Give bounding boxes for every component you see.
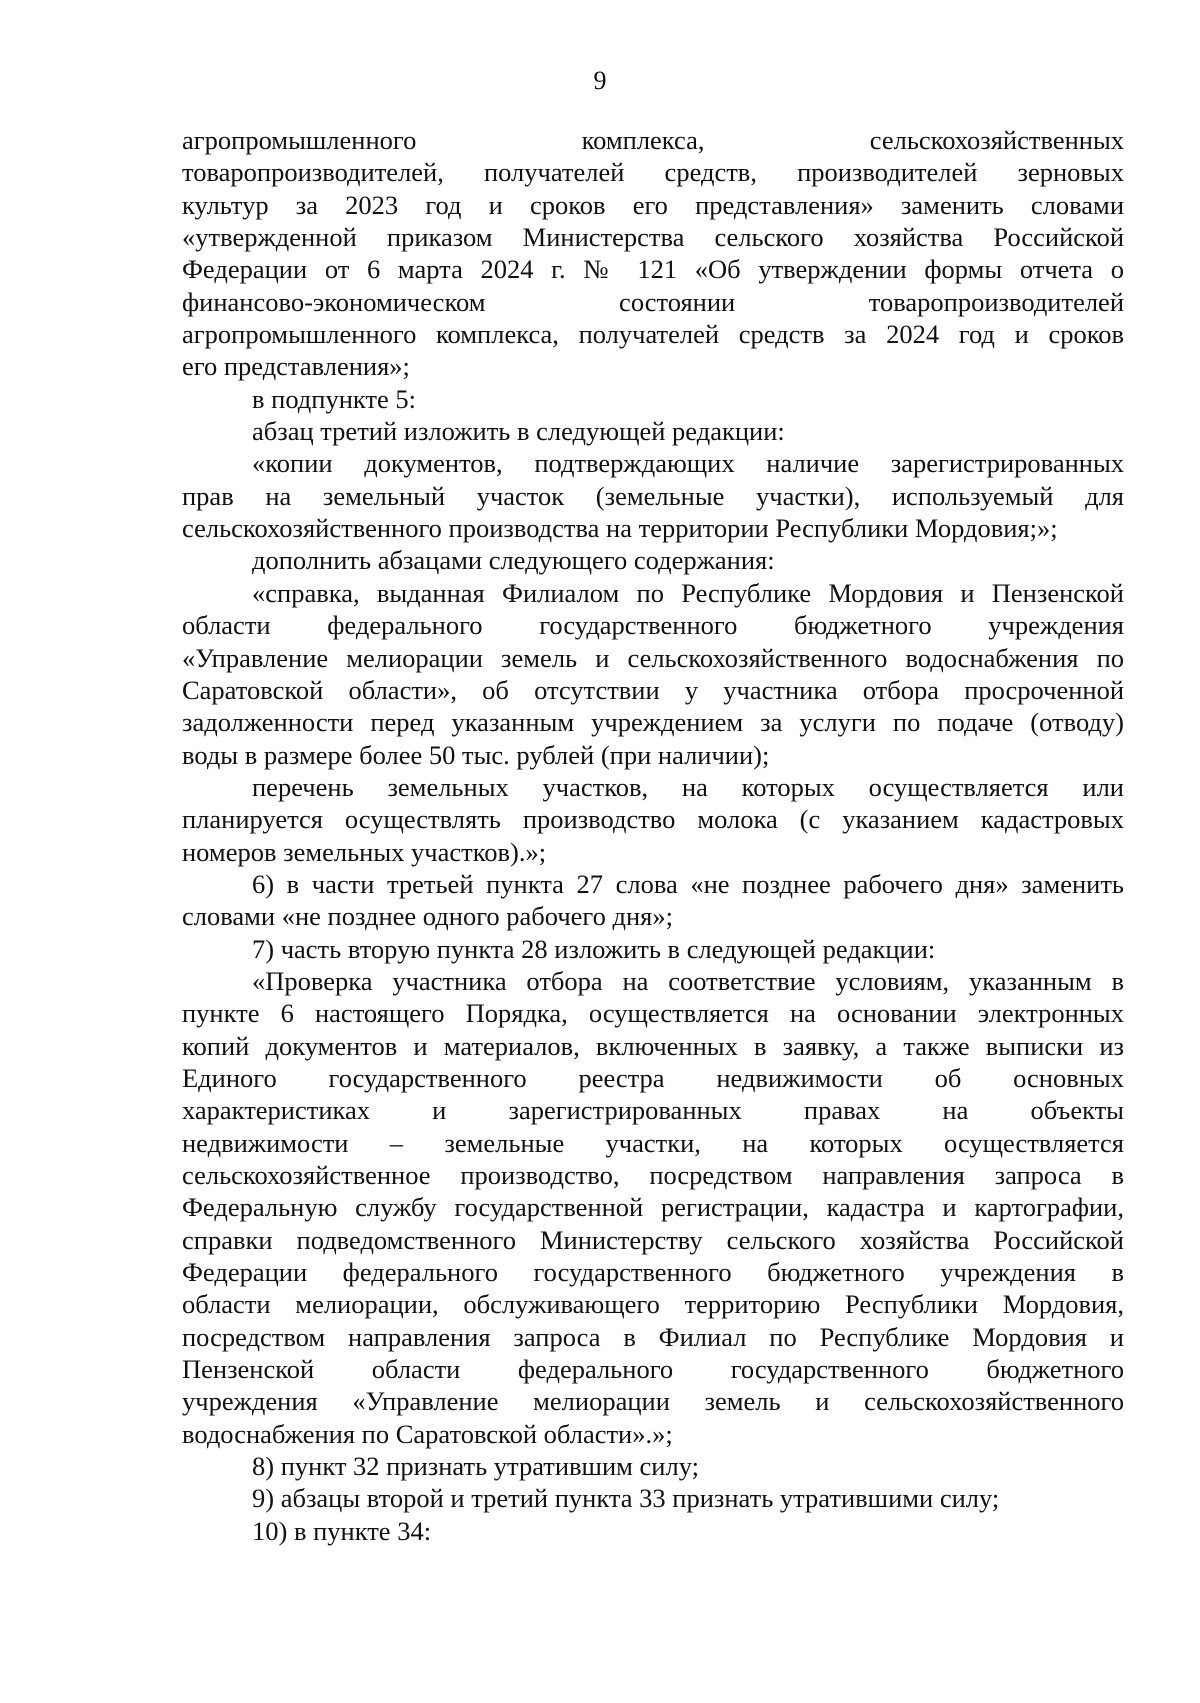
text-line: копий документов и материалов, включенных в заявку, а также выписки из: [182, 1030, 1124, 1061]
text-line: области федерального государственного бюджетного учреждения: [182, 610, 1124, 641]
text-line: финансово-экономическом состоянии товаропроизводителей: [182, 286, 1124, 317]
text-line: перечень земельных участков, на которых осуществляется или: [252, 771, 1124, 802]
text-line: 9) абзацы второй и третий пункта 33 признать утратившими силу;: [252, 1483, 1000, 1514]
text-line: товаропроизводителей, получателей средств, производителей зерновых: [182, 157, 1124, 188]
page-number: 9: [593, 66, 607, 95]
text-line: словами «не позднее одного рабочего дня»;: [182, 901, 673, 932]
text-line: характеристиках и зарегистрированных правах на объекты: [182, 1095, 1124, 1126]
text-line: агропромышленного комплекса, получателей средств за 2024 год и сроков: [182, 319, 1124, 350]
text-line: сельскохозяйственное производство, посредством направления запроса в: [182, 1160, 1124, 1190]
text-line: номеров земельных участков).»;: [182, 836, 547, 867]
text-line: прав на земельный участок (земельные участки), используемый для: [182, 480, 1124, 511]
text-line: 6) в части третьей пункта 27 слова «не позднее рабочего дня» заменить: [252, 868, 1124, 899]
text-line: Пензенской области федерального государственного бюджетного: [182, 1354, 1124, 1385]
text-line: посредством направления запроса в Филиал по Республике Мордовия и: [182, 1321, 1124, 1352]
text-line: агропромышленного комплекса, сельскохозяйственных: [182, 125, 1124, 155]
text-line: Федерации от 6 марта 2024 г. № 121 «Об утверждении формы отчета о: [182, 254, 1124, 285]
text-line: в подпункте 5:: [252, 383, 417, 414]
text-line: области мелиорации, обслуживающего территорию Республики Мордовия,: [182, 1289, 1124, 1320]
text-line: «копии документов, подтверждающих наличие зарегистрированных: [252, 448, 1124, 479]
text-line: задолженности перед указанным учреждением за услуги по подаче (отводу): [182, 707, 1124, 738]
text-line: культур за 2023 год и сроков его представления» заменить словами: [182, 189, 1124, 220]
text-line: недвижимости – земельные участки, на которых осуществляется: [182, 1127, 1124, 1158]
text-line: 8) пункт 32 признать утратившим силу;: [252, 1451, 699, 1482]
text-line: сельскохозяйственного производства на территории Республики Мордовия;»;: [182, 513, 1058, 544]
text-line: 7) часть вторую пункта 28 изложить в следующей редакции:: [252, 933, 936, 964]
text-line: «утвержденной приказом Министерства сельского хозяйства Российской: [182, 222, 1124, 253]
text-line: «Управление мелиорации земель и сельскохозяйственного водоснабжения по: [182, 642, 1124, 673]
text-line: учреждения «Управление мелиорации земель и сельскохозяйственного: [182, 1386, 1124, 1417]
text-line: Саратовской области», об отсутствии у участника отбора просроченной: [182, 674, 1124, 705]
text-line: Федерации федерального государственного бюджетного учреждения в: [182, 1257, 1124, 1288]
text-line: водоснабжения по Саратовской области».»;: [182, 1418, 673, 1449]
text-line: его представления»;: [182, 351, 410, 382]
text-line: «справка, выданная Филиалом по Республике Мордовия и Пензенской: [252, 577, 1124, 608]
text-line: «Проверка участника отбора на соответствие условиям, указанным в: [252, 965, 1124, 996]
text-line: планируется осуществлять производство молока (с указанием кадастровых: [182, 804, 1124, 835]
text-line: абзац третий изложить в следующей редакции:: [252, 416, 785, 447]
text-line: 10) в пункте 34:: [252, 1515, 432, 1546]
document-body: [182, 124, 1124, 1547]
text-line: дополнить абзацами следующего содержания:: [252, 545, 775, 576]
text-line: справки подведомственного Министерству сельского хозяйства Российской: [182, 1224, 1124, 1255]
text-line: Федеральную службу государственной регистрации, кадастра и картографии,: [182, 1192, 1124, 1223]
text-line: пункте 6 настоящего Порядка, осуществляется на основании электронных: [182, 998, 1124, 1029]
text-line: воды в размере более 50 тыс. рублей (при наличии);: [182, 739, 770, 770]
text-line: Единого государственного реестра недвижимости об основных: [182, 1062, 1124, 1093]
